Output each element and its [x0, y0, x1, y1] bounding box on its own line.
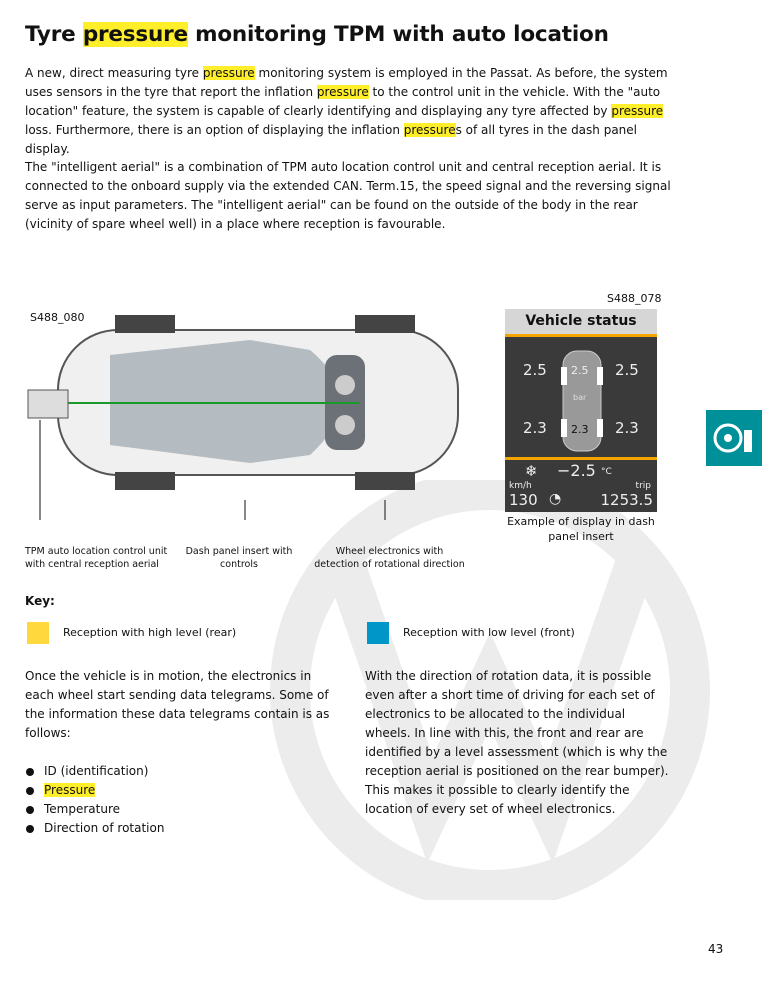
intro-paragraph-2: The "intelligent aerial" is a combination of TPM auto location control unit and central reception aerial. It is connected to the onboard supply via the extended CAN. Term.15, the speed signal and the reversing signal serve as input parameters. The "intelligent aerial" can be found on the outside of the body in the rear (vicinity of spare wheel well) in a place where reception is favourable. [25, 160, 671, 231]
list-item: Direction of rotation [25, 819, 164, 838]
trip-value: 1253.5 [600, 491, 653, 509]
dash-caption: Example of display in dash panel insert [507, 515, 655, 543]
speed: 130 [509, 491, 538, 509]
accent-divider [505, 457, 657, 460]
temp-unit: °C [601, 467, 612, 477]
pressure-rear-center: 2.3 [571, 423, 589, 436]
key-title: Key: [25, 594, 55, 608]
key-swatch-high [27, 622, 49, 644]
label-dash-panel: Dash panel insert with controls [185, 546, 293, 570]
dash-display [505, 309, 657, 512]
list-item: Pressure [25, 781, 164, 800]
speedometer-icon: ◔ [549, 491, 562, 507]
outside-temp: −2.5 [557, 461, 596, 480]
pressure-unit: bar [573, 393, 587, 402]
intro-paragraph-1: A new, direct measuring tyre pressure monitoring system is employed in the Passat. As before, the system uses sensors in the tyre that report the inflation pressure to the control unit in the vehicle. With the "auto location" feature, the system is capable of clearly identifying and displaying any tyre affected by pressure loss. Furthermore, there is an option of displaying the inflation pressures of all tyres in the dash panel display. [25, 66, 668, 156]
key-swatch-low [367, 622, 389, 644]
dash-title: Vehicle status [505, 309, 657, 337]
snowflake-icon: ❄ [525, 462, 538, 480]
figure-id-right: S488_078 [607, 292, 662, 305]
key-label-low: Reception with low level (front) [403, 626, 575, 639]
pressure-rl: 2.3 [523, 419, 547, 437]
pressure-fr: 2.5 [615, 361, 639, 379]
list-item: ID (identification) [25, 762, 164, 781]
speed-unit: km/h [509, 481, 532, 491]
trip-label: trip [635, 481, 651, 491]
side-tab [706, 410, 762, 466]
key-label-high: Reception with high level (rear) [63, 626, 237, 639]
pressure-rr: 2.3 [615, 419, 639, 437]
car-diagram [20, 295, 490, 520]
page-number: 43 [708, 942, 724, 956]
pressure-front-center: 2.5 [571, 364, 589, 377]
figure-id-left: S488_080 [30, 311, 85, 324]
left-column-text: Once the vehicle is in motion, the electronics in each wheel start sending data telegrams. Some of the information these data telegrams contain is as follows: [25, 669, 330, 740]
page-title: Tyre pressure monitoring TPM with auto location [25, 22, 609, 47]
label-control-unit: TPM auto location control unit with central reception aerial [25, 546, 168, 570]
label-wheel-electronics: Wheel electronics with detection of rotational direction [314, 546, 465, 570]
tyre-pressure-icon [706, 410, 762, 466]
pressure-fl: 2.5 [523, 361, 547, 379]
right-column-text: With the direction of rotation data, it is possible even after a short time of driving for each set of electronics to be allocated to the individual wheels. In line with this, the front and rear are identified by a level assessment (which is why the reception aerial is positioned on the rear bumper). This makes it possible to clearly identify the location of every set of wheel electronics. [365, 669, 669, 816]
list-item: Temperature [25, 800, 164, 819]
bullet-list [25, 762, 164, 838]
